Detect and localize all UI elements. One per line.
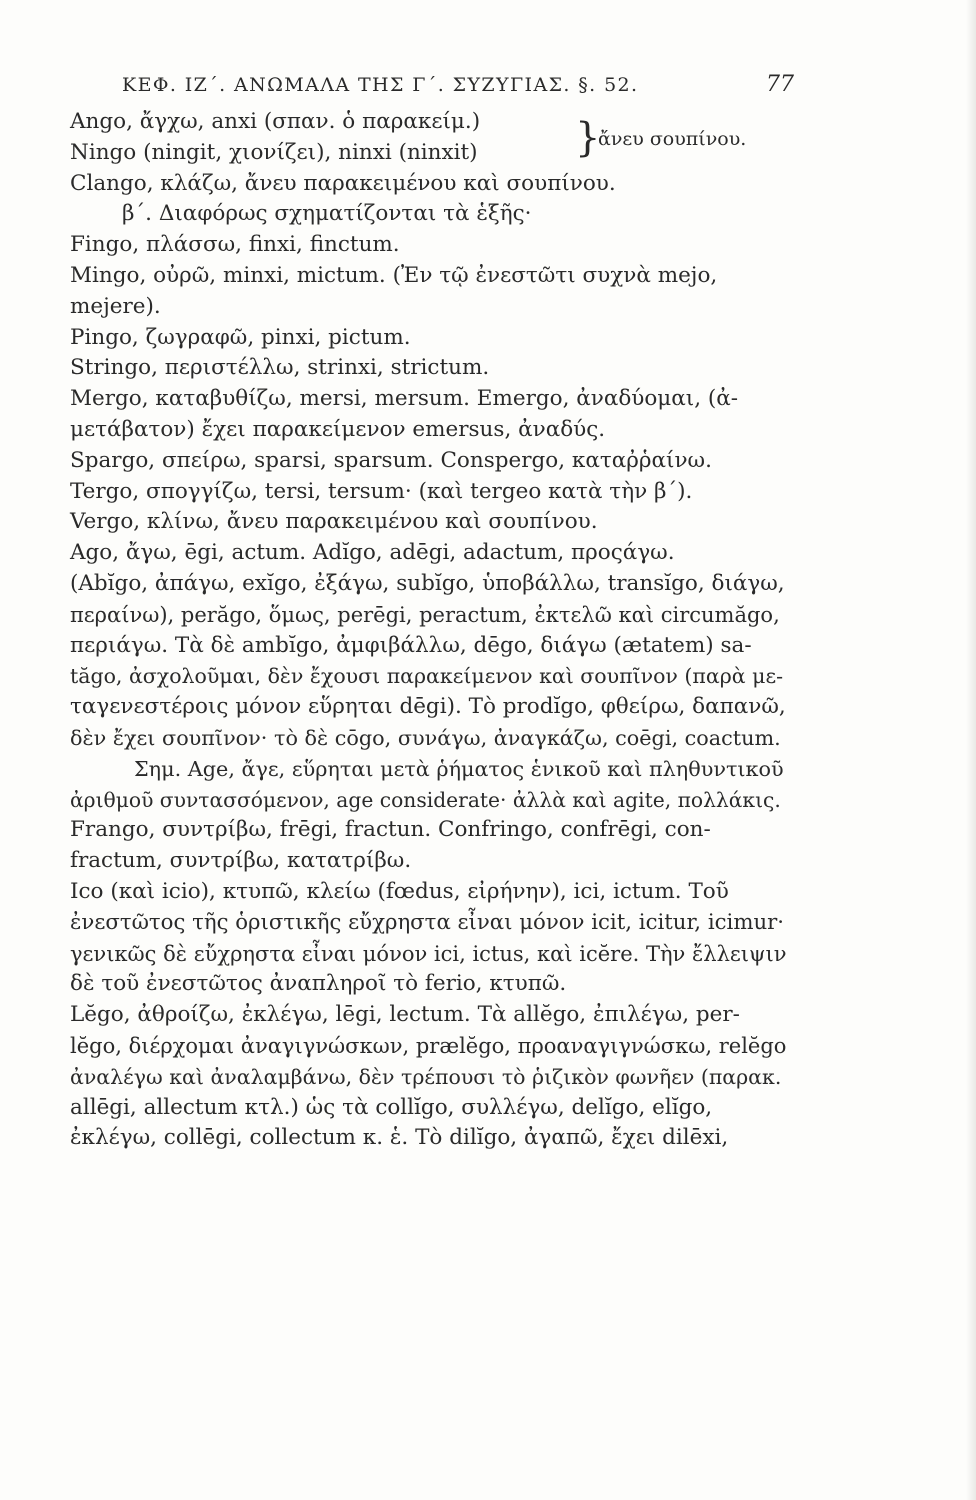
text-line-13: Tergo, σπογγίζω, tersi, tersum· (καὶ tergeo κατὰ τὴν β΄). (70, 478, 693, 504)
text-line-19: tăgo, ἀσχολοῦμαι, δὲν ἔχουσι παρακείμενον καὶ σουπῖνον (παρὰ με- (70, 664, 783, 689)
text-line-11: μετάβατον) ἔχει παρακείμενον emersus, ἀναδύς. (70, 416, 606, 442)
text-line-10: Mergo, καταβυθίζω, mersi, mersum. Emergo, ἀναδύομαι, (ἀ- (70, 386, 739, 412)
text-line-29: δὲ τοῦ ἐνεστῶτος ἀναπληροῖ τὸ ferio, κτυπῶ. (70, 971, 567, 997)
text-line-32: ἀναλέγω καὶ ἀναλαμβάνω, δὲν τρέπουσι τὸ ῥιζικὸν φωνῆεν (παρακ. (70, 1064, 782, 1089)
text-line-20: ταγενεστέροις μόνον εὕρηται dēgi). Τὸ prodĭgo, φθείρω, δαπανῶ, (70, 694, 786, 720)
brace-note: ἄνευ σουπίνου. (598, 128, 747, 150)
header-title: ΚΕΦ. ΙΖ΄. ΑΝΩΜΑΛΑ ΤΗΣ Γ΄. ΣΥΖΥΓΙΑΣ. §. 52. (122, 74, 639, 96)
text-line-16: (Abĭgo, ἀπάγω, exĭgo, ἐξάγω, subĭgo, ὑποβάλλω, transĭgo, διάγω, (70, 570, 785, 596)
text-line-25: fractum, συντρίβω, κατατρίβω. (70, 848, 412, 874)
page-edge-shadow (966, 0, 976, 1500)
text-line-15: Ago, ἄγω, ēgi, actum. Adĭgo, adēgi, adactum, προςάγω. (70, 540, 675, 566)
text-line-24: Frango, συντρίβω, frēgi, fractun. Confringo, confrēgi, con- (70, 817, 711, 843)
text-line-17: περαίνω), perăgo, ὅμως, perēgi, peractum, ἐκτελῶ καὶ circumăgo, (70, 602, 780, 627)
text-line-23: ἀριθμοῦ συντασσόμενον, age considerate· ἀλλὰ καὶ agite, πολλάκις. (70, 787, 781, 812)
text-line-28: γενικῶς δὲ εὔχρηστα εἶναι μόνον ici, ictus, καὶ icĕre. Τὴν ἔλλειψιν (70, 941, 787, 966)
brace-symbol: } (575, 115, 601, 161)
text-line-12: Spargo, σπείρω, sparsi, sparsum. Conspergo, καταῤῥαίνω. (70, 447, 712, 473)
page-number: 77 (766, 72, 794, 97)
text-line-3: Clango, κλάζω, ἄνευ παρακειμένου καὶ σουπίνου. (70, 170, 616, 196)
body-text (70, 107, 786, 1154)
text-line-27: ἐνεστῶτος τῆς ὁριστικῆς εὔχρηστα εἶναι μόνον icit, icitur, icimur· (70, 909, 785, 935)
text-line-8: Pingo, ζωγραφῶ, pinxi, pictum. (70, 324, 411, 350)
text-line-31: lĕgo, διέρχομαι ἀναγιγνώσκων, prælĕgo, προαναγιγνώσκω, relĕgo (70, 1033, 787, 1058)
text-line-18: περιάγω. Τὰ δὲ ambĭgo, ἀμφιβάλλω, dēgo, διάγω (ætatem) sa- (70, 632, 752, 658)
text-line-2: Ningo (ningit, χιονίζει), ninxi (ninxit) (70, 139, 478, 165)
text-line-34: ἐκλέγω, collēgi, collectum κ. ἑ. Τὸ dilĭgo, ἀγαπῶ, ἔχει dilēxi, (70, 1125, 729, 1151)
text-line-26: Ico (καὶ icio), κτυπῶ, κλείω (fœdus, εἰρήνην), ici, ictum. Τοῦ (70, 878, 729, 904)
running-header (122, 70, 794, 104)
text-line-22: Σημ. Age, ἄγε, εὕρηται μετὰ ῥήματος ἑνικοῦ καὶ πληθυντικοῦ (134, 756, 784, 781)
text-line-4: β΄. Διαφόρως σχηματίζονται τὰ ἑξῆς· (122, 201, 532, 227)
text-line-21: δὲν ἔχει σουπῖνον· τὸ δὲ cōgo, συνάγω, ἀναγκάζω, coēgi, coactum. (70, 725, 781, 750)
text-line-14: Vergo, κλίνω, ἄνευ παρακειμένου καὶ σουπίνου. (70, 509, 598, 535)
text-line-7: mejere). (70, 293, 161, 319)
text-line-1: Ango, ἄγχω, anxi (σπαν. ὁ παρακείμ.) (70, 109, 481, 134)
text-line-6: Mingo, οὐρῶ, minxi, mictum. (Ἐν τῷ ἐνεστῶτι συχνὰ mejo, (70, 262, 718, 288)
text-line-30: Lĕgo, ἀθροίζω, ἐκλέγω, lēgi, lectum. Τὰ allĕgo, ἐπιλέγω, per- (70, 1002, 740, 1028)
text-line-5: Fingo, πλάσσω, finxi, finctum. (70, 232, 400, 258)
text-line-9: Stringo, περιστέλλω, strinxi, strictum. (70, 355, 490, 381)
text-line-33: allēgi, allectum κτλ.) ὡς τὰ collĭgo, συλλέγω, delĭgo, elĭgo, (70, 1094, 713, 1120)
